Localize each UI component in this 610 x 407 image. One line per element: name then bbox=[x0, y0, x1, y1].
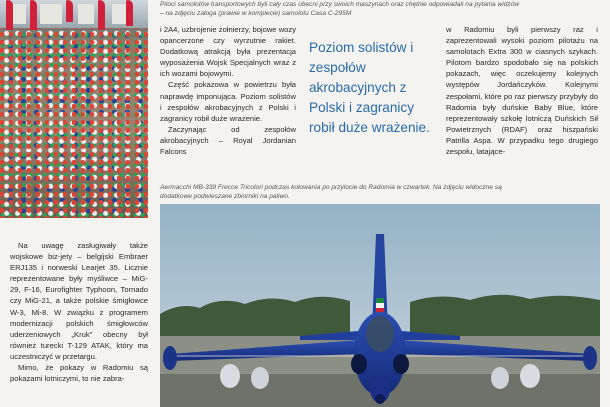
jet-photo bbox=[160, 204, 600, 407]
paragraph: w Radomiu byli pierwszy raz i zaprezentowali wysoki poziom pilotażu na samolotach Extra 300 w ciasnych szykach. Pilotom bardzo spodobało się na polskich pokazach, więc oczekujemy kolejnych występów Jordańczyków. Kolejnymi zespołami, które po raz pierwszy przybyły do Radomia były duńskie Baby Blue, które reprezentowały szkołę lotniczą Duńskich Sił Powietrznych (RDAF) oraz hiszpański Patrilla Aspa. W przypadku tego drugiego zespołu, latające- bbox=[446, 25, 598, 157]
column-right-top bbox=[446, 24, 598, 157]
column-left-top bbox=[160, 24, 296, 157]
caption-top: Piloci samolotów transportowych byli cały czas obecni przy swoich maszynach oraz chętnie odpowiadali na pytania widzów – na zdjęciu załoga (prawie w komplecie) samolotu Casa C-295M bbox=[160, 1, 520, 17]
crowd-photo bbox=[0, 0, 148, 218]
photo-caption: Aermacchi MB-339 Frecce Tricolori podczas kołowania po przylocie do Radomia w czwartek. Na zdjęciu widoczne są dodatkowe podwieszane zbiorniki na paliwo. bbox=[160, 184, 502, 200]
paragraph: Mimo, że pokazy w Radomiu są pokazami lotniczymi, to nie zabra- bbox=[10, 363, 148, 384]
column-left-bottom bbox=[10, 240, 148, 384]
paragraph: Część pokazowa w powietrzu była naprawdę imponująca. Poziom solistów i zespołów akrobacyjnych z Polski i zagranicy robił duże wrażenie. bbox=[160, 80, 296, 123]
paragraph: Zaczynając od zespołów akrobacyjnych – Royal Jordanian Falcons bbox=[160, 124, 296, 157]
paragraph: i 2A4, uzbrojenie żołnierzy, bojowe wozy opancerzone czy wyrzutnie rakiet. Dodatkową atrakcją była prezentacja wyposażenia Wojsk Specjalnych wraz z ich wozami bojowymi. bbox=[160, 25, 296, 79]
paragraph: Na uwagę zasługiwały także wojskowe biz-jety – belgijski Embraer ERJ135 i norweski Learjet 35. Licznie reprezentowane były myśliwce – MiG-29, F-16, Eurofighter Typhoon, Tornado czy MiG-21, a także polskie śmigłowce W-3, Mi-8. W związku z programem modernizacji polskich śmigłowców uderzeniowych „Kruk” obecny był również turecki T-129 ATAK, który ma uczestniczyć w przetargu. bbox=[10, 241, 148, 361]
pull-quote: Poziom solistów i zespołów akrobacyjnych z Polski i zagranicy robił duże wrażenie. bbox=[309, 40, 430, 135]
